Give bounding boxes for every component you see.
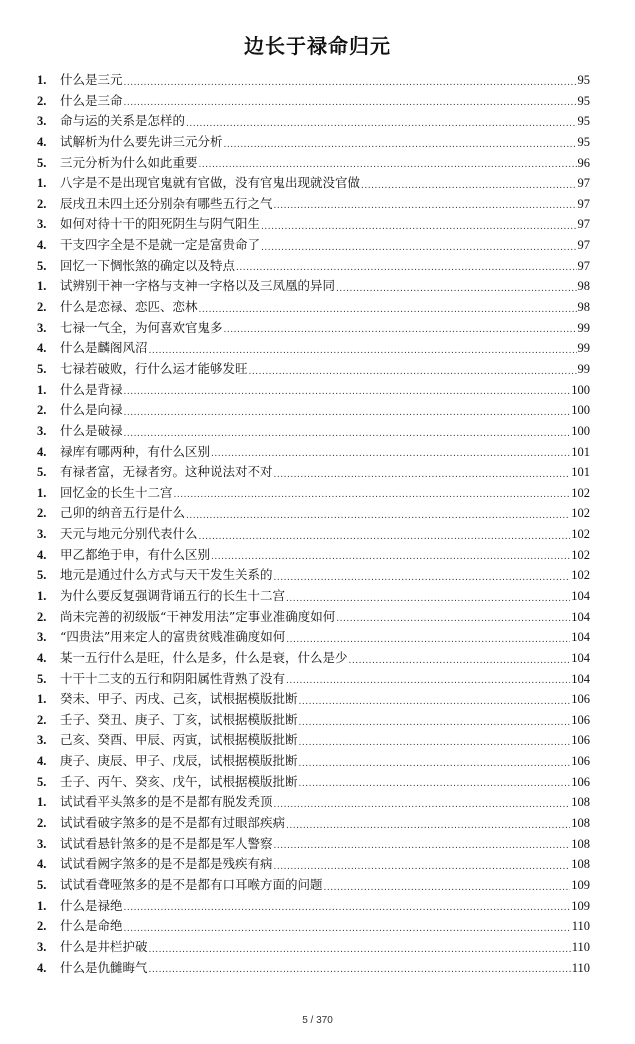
toc-entry-title: 试试看聋哑煞多的是不是都有口耳喉方面的问题 (60, 876, 323, 892)
toc-dot-leader (149, 343, 577, 359)
toc-entry-page: 101 (571, 444, 590, 459)
toc-entry-number: 3. (37, 939, 47, 954)
toc-entry-page: 97 (577, 176, 590, 191)
toc-entry-title: 回忆一下惆怅煞的确定以及特点 (60, 257, 236, 273)
toc-entry[interactable] (37, 421, 590, 442)
toc-entry-title: 七禄一气全，为何喜欢官鬼多 (60, 319, 223, 335)
toc-entry-title: 什么是仇雠晦气 (60, 959, 148, 975)
toc-dot-leader (286, 632, 570, 648)
toc-entry-page: 106 (571, 733, 590, 748)
toc-dot-leader (124, 900, 571, 916)
toc-entry-number: 4. (37, 857, 47, 872)
toc-entry-number: 5. (37, 361, 47, 376)
toc-entry-title: 试试看破字煞多的是不是都有过眼部疾病 (60, 815, 286, 831)
toc-entry-number: 5. (37, 774, 47, 789)
toc-dot-leader (224, 322, 577, 338)
toc-entry[interactable] (37, 442, 590, 463)
toc-entry-page: 101 (571, 465, 590, 480)
toc-entry-page: 106 (571, 774, 590, 789)
toc-dot-leader (336, 611, 570, 627)
toc-entry[interactable] (37, 565, 590, 586)
toc-entry[interactable] (37, 91, 590, 112)
toc-entry-number: 2. (37, 609, 47, 624)
toc-dot-leader (299, 756, 571, 772)
toc-dot-leader (274, 859, 571, 875)
toc-dot-leader (249, 364, 577, 380)
table-of-contents (37, 70, 590, 978)
toc-entry-number: 2. (37, 712, 47, 727)
toc-entry-title: 试辨别干神一字格与支神一字格以及三凤凰的异同 (60, 278, 336, 294)
toc-entry-page: 95 (577, 72, 590, 87)
toc-entry-title: 甲乙都绝于申，有什么区别 (60, 546, 211, 562)
toc-entry-page: 100 (571, 382, 590, 397)
toc-entry-title: 如何对待十干的阳死阴生与阴气阳生 (60, 216, 261, 232)
toc-entry-page: 99 (577, 320, 590, 335)
toc-entry-title: 某一五行什么是旺，什么是多，什么是衰，什么是少 (60, 649, 348, 665)
toc-entry-number: 4. (37, 444, 47, 459)
toc-entry-number: 4. (37, 960, 47, 975)
toc-entry[interactable] (37, 462, 590, 483)
toc-entry-number: 3. (37, 423, 47, 438)
toc-entry-title: 己亥、癸酉、甲辰、丙寅，试根据模版批断 (60, 732, 298, 748)
toc-entry-title: 有禄者富，无禄者穷。这种说法对不对 (60, 464, 273, 480)
toc-entry-number: 1. (37, 485, 47, 500)
toc-entry-title: 命与运的关系是怎样的 (60, 113, 186, 129)
toc-entry[interactable] (37, 607, 590, 628)
toc-entry-page: 104 (571, 650, 590, 665)
toc-entry[interactable] (37, 483, 590, 504)
toc-entry-number: 4. (37, 650, 47, 665)
toc-dot-leader (299, 715, 571, 731)
page-number: 5 / 370 (302, 1015, 333, 1026)
toc-dot-leader (174, 487, 571, 503)
toc-entry[interactable] (37, 256, 590, 277)
toc-entry-page: 108 (571, 816, 590, 831)
toc-entry-number: 4. (37, 754, 47, 769)
toc-entry-number: 2. (37, 300, 47, 315)
toc-entry-title: 尚未完善的初级版“干神发用法”定事业准确度如何 (60, 608, 336, 624)
toc-entry-title: 什么是禄绝 (60, 897, 123, 913)
toc-entry-title: 回忆金的长生十二宫 (60, 484, 173, 500)
toc-entry[interactable] (37, 627, 590, 648)
toc-entry[interactable] (37, 958, 590, 979)
toc-dot-leader (211, 446, 570, 462)
toc-entry-page: 97 (577, 196, 590, 211)
toc-dot-leader (299, 694, 571, 710)
toc-entry-number: 2. (37, 506, 47, 521)
toc-entry-page: 110 (571, 919, 590, 934)
toc-entry-title: 什么是三命 (60, 92, 123, 108)
toc-entry-title: 壬子、丙午、癸亥、戊午，试根据模版批断 (60, 773, 298, 789)
toc-entry-title: 壬子、癸丑、庚子、丁亥，试根据模版批断 (60, 711, 298, 727)
toc-entry-page: 110 (571, 960, 590, 975)
toc-dot-leader (361, 178, 576, 194)
toc-dot-leader (286, 818, 570, 834)
toc-entry-page: 108 (571, 857, 590, 872)
toc-entry[interactable] (37, 772, 590, 793)
toc-entry[interactable] (37, 338, 590, 359)
toc-entry-page: 97 (577, 258, 590, 273)
toc-dot-leader (336, 281, 576, 297)
toc-entry[interactable] (37, 70, 590, 91)
toc-entry[interactable] (37, 111, 590, 132)
toc-dot-leader (286, 591, 570, 607)
toc-dot-leader (211, 549, 570, 565)
toc-entry-title: 什么是麟阁风沼 (60, 340, 148, 356)
toc-entry[interactable] (37, 669, 590, 690)
toc-entry[interactable] (37, 896, 590, 917)
toc-entry-title: 辰戌丑未四土还分别杂有哪些五行之气 (60, 195, 273, 211)
toc-entry-page: 97 (577, 238, 590, 253)
toc-entry-number: 5. (37, 568, 47, 583)
toc-entry-number: 2. (37, 816, 47, 831)
toc-entry[interactable] (37, 834, 590, 855)
toc-entry-title: 什么是三元 (60, 71, 123, 87)
toc-entry[interactable] (37, 875, 590, 896)
toc-entry-page: 106 (571, 754, 590, 769)
toc-dot-leader (274, 838, 571, 854)
toc-dot-leader (186, 508, 570, 524)
toc-entry[interactable] (37, 689, 590, 710)
toc-dot-leader (124, 95, 577, 111)
toc-entry-page: 98 (577, 279, 590, 294)
toc-entry-title: 什么是井栏护破 (60, 938, 148, 954)
toc-entry-number: 3. (37, 217, 47, 232)
toc-dot-leader (324, 880, 571, 896)
toc-dot-leader (224, 137, 577, 153)
toc-dot-leader (261, 240, 576, 256)
toc-entry-number: 3. (37, 114, 47, 129)
toc-entry-title: 禄库有哪两种，有什么区别 (60, 443, 211, 459)
toc-dot-leader (199, 529, 571, 545)
toc-entry-title: 庚子、庚辰、甲子、戊辰，试根据模版批断 (60, 753, 298, 769)
toc-dot-leader (124, 384, 571, 400)
toc-entry[interactable] (37, 710, 590, 731)
toc-entry-page: 95 (577, 134, 590, 149)
toc-dot-leader (186, 116, 576, 132)
toc-entry[interactable] (37, 194, 590, 215)
toc-entry[interactable] (37, 792, 590, 813)
toc-dot-leader (274, 797, 571, 813)
toc-dot-leader (149, 962, 571, 978)
page-title: 边长于禄命归元 (244, 34, 391, 58)
toc-entry[interactable] (37, 235, 590, 256)
toc-entry[interactable] (37, 400, 590, 421)
toc-entry-title: 试试看悬针煞多的是不是都是军人警察 (60, 835, 273, 851)
toc-entry-title: 癸未、甲子、丙戌、己亥，试根据模版批断 (60, 691, 298, 707)
toc-entry-page: 108 (571, 795, 590, 810)
toc-entry-number: 3. (37, 630, 47, 645)
toc-dot-leader (299, 776, 571, 792)
toc-dot-leader (124, 75, 577, 91)
toc-entry[interactable] (37, 813, 590, 834)
toc-entry-page: 99 (577, 341, 590, 356)
toc-entry-page: 99 (577, 361, 590, 376)
toc-entry[interactable] (37, 524, 590, 545)
toc-entry[interactable] (37, 648, 590, 669)
toc-entry-number: 5. (37, 671, 47, 686)
toc-entry-page: 102 (571, 485, 590, 500)
toc-entry-number: 5. (37, 465, 47, 480)
toc-entry-title: 八字是不是出现官鬼就有官做，没有官鬼出现就没官做 (60, 175, 361, 191)
toc-dot-leader (124, 405, 571, 421)
toc-entry-title: “四贵法”用来定人的富贵贫贱准确度如何 (60, 629, 286, 645)
toc-entry-number: 4. (37, 341, 47, 356)
toc-entry-number: 1. (37, 692, 47, 707)
toc-entry-title: 十干十二支的五行和阴阳属性背熟了没有 (60, 670, 286, 686)
toc-entry-title: 为什么要反复强调背诵五行的长生十二宫 (60, 588, 286, 603)
toc-dot-leader (274, 570, 571, 586)
toc-entry[interactable] (37, 586, 590, 607)
toc-entry[interactable] (37, 503, 590, 524)
toc-entry[interactable] (37, 318, 590, 339)
toc-entry-title: 七禄若破败，行什么运才能够发旺 (60, 360, 248, 376)
toc-dot-leader (349, 653, 571, 669)
toc-entry-number: 3. (37, 733, 47, 748)
toc-entry-number: 2. (37, 919, 47, 934)
toc-entry[interactable] (37, 731, 590, 752)
toc-entry-page: 109 (571, 877, 590, 892)
toc-entry-number: 4. (37, 238, 47, 253)
toc-dot-leader (299, 735, 571, 751)
toc-entry-title: 干支四字全是不是就一定是富贵命了 (60, 237, 261, 253)
toc-entry-title: 什么是向禄 (60, 402, 123, 418)
toc-entry-page: 104 (571, 630, 590, 645)
toc-entry-number: 1. (37, 72, 47, 87)
toc-entry-number: 3. (37, 836, 47, 851)
toc-entry-page: 104 (571, 671, 590, 686)
toc-dot-leader (149, 942, 571, 958)
toc-entry-page: 102 (571, 547, 590, 562)
toc-entry-number: 2. (37, 196, 47, 211)
toc-entry-number: 3. (37, 527, 47, 542)
toc-dot-leader (236, 260, 576, 276)
toc-entry-page: 110 (571, 939, 590, 954)
toc-entry-number: 1. (37, 795, 47, 810)
toc-entry-number: 2. (37, 93, 47, 108)
toc-entry-page: 106 (571, 712, 590, 727)
toc-dot-leader (199, 302, 577, 318)
toc-entry-title: 什么是恋禄、恋匹、恋林 (60, 299, 198, 315)
toc-entry[interactable] (37, 132, 590, 153)
toc-entry[interactable] (37, 153, 590, 174)
toc-entry[interactable] (37, 937, 590, 958)
toc-entry[interactable] (37, 276, 590, 297)
toc-entry-title: 什么是背禄 (60, 381, 123, 397)
toc-entry-page: 104 (571, 589, 590, 603)
toc-entry-title: 天元与地元分别代表什么 (60, 526, 198, 542)
toc-entry-number: 4. (37, 547, 47, 562)
toc-entry-number: 1. (37, 898, 47, 913)
toc-entry[interactable] (37, 545, 590, 566)
toc-entry[interactable] (37, 751, 590, 772)
toc-entry-page: 102 (571, 568, 590, 583)
toc-entry-page: 97 (577, 217, 590, 232)
toc-entry-number: 1. (37, 382, 47, 397)
toc-dot-leader (286, 673, 570, 689)
toc-entry-number: 1. (37, 176, 47, 191)
toc-entry-page: 95 (577, 93, 590, 108)
toc-entry-number: 1. (37, 279, 47, 294)
toc-entry[interactable] (37, 359, 590, 380)
toc-entry[interactable] (37, 173, 590, 194)
toc-dot-leader (199, 157, 577, 173)
toc-entry-page: 104 (571, 609, 590, 624)
toc-entry-page: 102 (571, 527, 590, 542)
toc-entry-page: 100 (571, 423, 590, 438)
toc-entry[interactable] (37, 214, 590, 235)
toc-entry[interactable] (37, 297, 590, 318)
toc-entry-page: 102 (571, 506, 590, 521)
toc-entry-title: 试试看阙字煞多的是不是都是残疾有病 (60, 856, 273, 872)
toc-entry[interactable] (37, 916, 590, 937)
toc-entry-title: 试解析为什么要先讲三元分析 (60, 133, 223, 149)
toc-entry-page: 96 (577, 155, 590, 170)
toc-entry-page: 98 (577, 300, 590, 315)
toc-entry-number: 5. (37, 877, 47, 892)
toc-entry-number: 3. (37, 320, 47, 335)
toc-entry-title: 地元是通过什么方式与天干发生关系的 (60, 567, 273, 583)
toc-entry-title: 什么是破禄 (60, 422, 123, 438)
toc-dot-leader (124, 921, 571, 937)
toc-entry-page: 95 (577, 114, 590, 129)
toc-dot-leader (261, 219, 576, 235)
toc-entry-title: 三元分析为什么如此重要 (60, 154, 198, 170)
toc-dot-leader (274, 198, 577, 214)
toc-entry-number: 4. (37, 134, 47, 149)
toc-entry[interactable] (37, 380, 590, 401)
toc-entry-number: 1. (37, 589, 47, 603)
toc-entry-number: 5. (37, 258, 47, 273)
toc-entry-page: 108 (571, 836, 590, 851)
toc-entry-title: 试试看平头煞多的是不是都有脱发秃顶 (60, 794, 273, 810)
toc-dot-leader (124, 426, 571, 442)
toc-entry-page: 100 (571, 403, 590, 418)
toc-entry-page: 106 (571, 692, 590, 707)
toc-entry[interactable] (37, 854, 590, 875)
toc-entry-number: 5. (37, 155, 47, 170)
toc-entry-title: 什么是命绝 (60, 918, 123, 934)
toc-dot-leader (274, 467, 571, 483)
toc-entry-number: 2. (37, 403, 47, 418)
toc-entry-page: 109 (571, 898, 590, 913)
toc-entry-title: 己卯的纳音五行是什么 (60, 505, 186, 521)
